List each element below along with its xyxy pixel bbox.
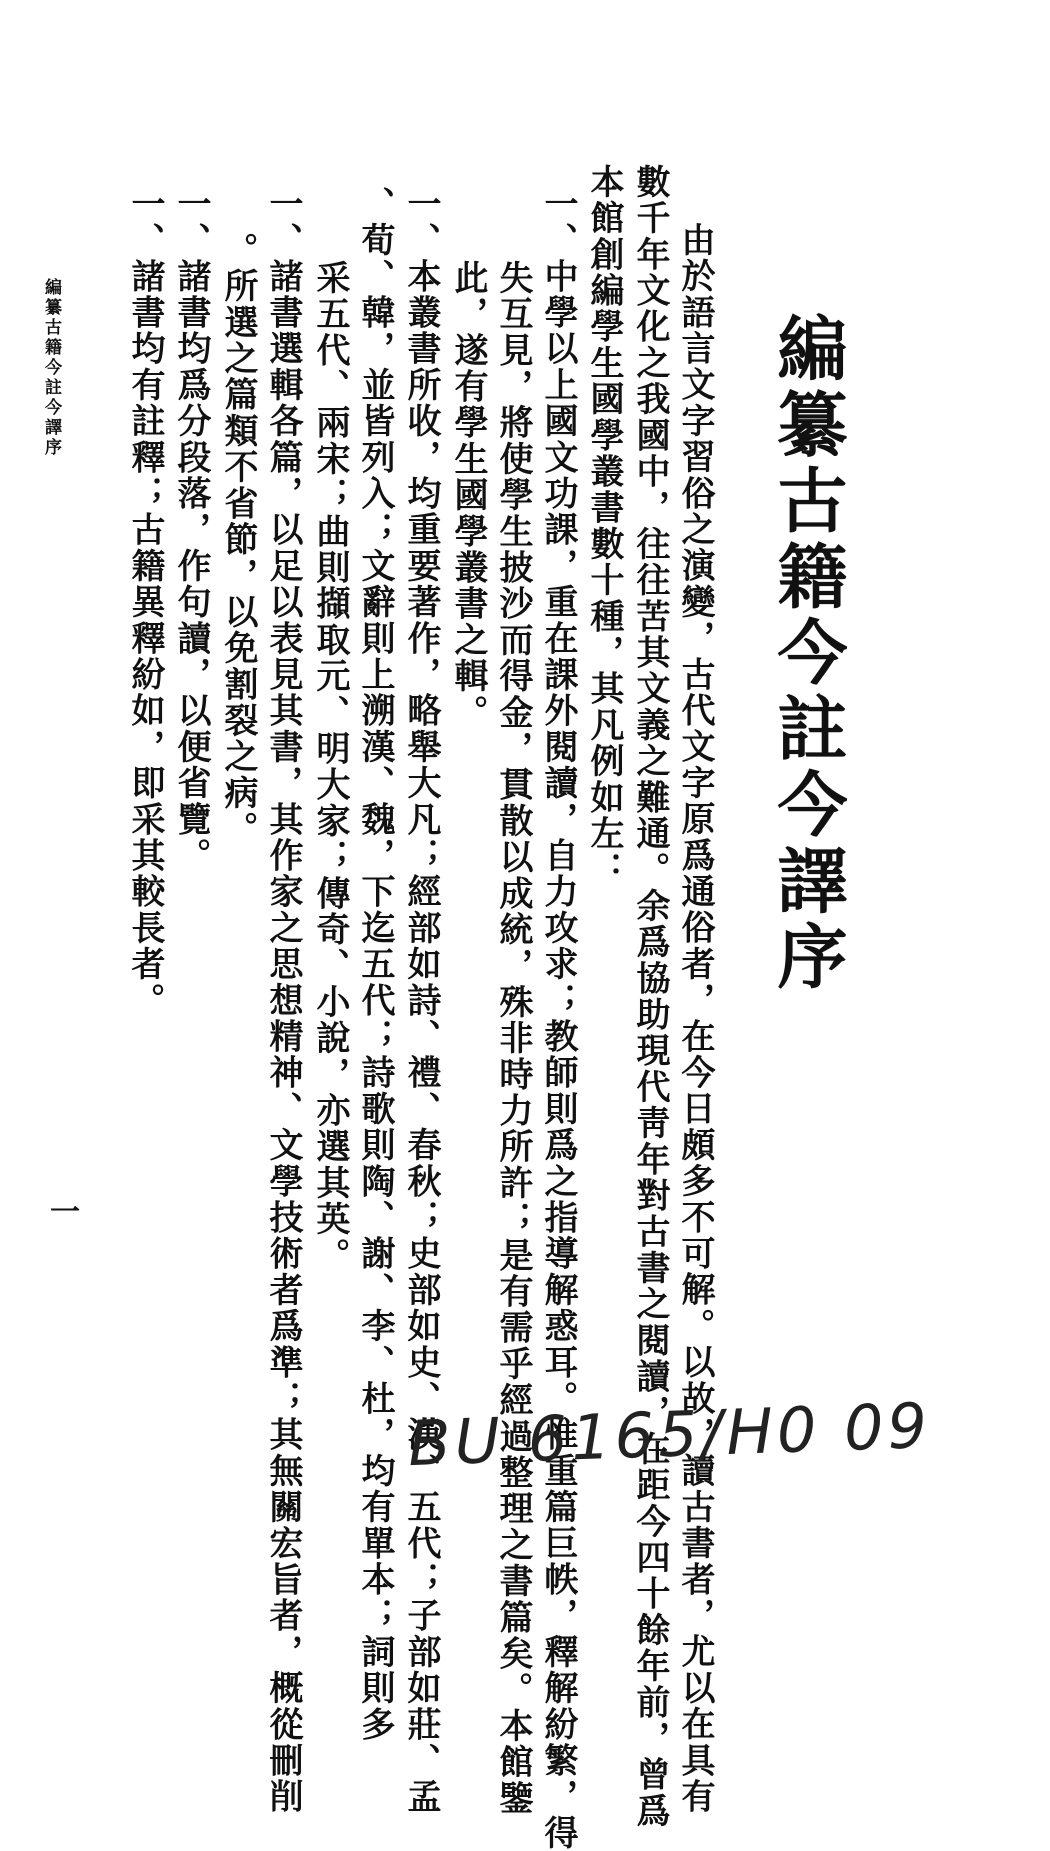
body-line: 由於語言文字習俗之演變，古代文字原爲通俗者，在今日頗多不可解。以故，讀古書者，尤以在具有 — [675, 222, 715, 1815]
body-line: 本館創編學生國學叢書數十種，其凡例如左： — [584, 164, 624, 888]
body-line: 一、諸書選輯各篇，以足以表見其書，其作家之思想精神、文學技術者爲準；其無關宏旨者，概從刪削 — [263, 186, 303, 1815]
body-line: 失互見，將使學生披沙而得金，貫散以成統，殊非時力所許；是有需乎經過整理之書篇矣。本館鑒 — [493, 260, 533, 1817]
body-line: 。所選之篇類不省節，以免割裂之病。 — [218, 232, 258, 848]
body-line: 此，遂有學生國學叢書之輯。 — [448, 260, 488, 731]
page-title: 編纂古籍今註今譯序 — [766, 312, 849, 996]
body-line: 一、諸書均爲分段落，作句讀，以便省覽。 — [171, 186, 211, 874]
body-line: 一、中學以上國文功課，重在課外閱讀，自力攻求；教師則爲之指導解惑耳。惟重篇巨帙，釋解紛繁，得 — [538, 186, 578, 1851]
body-line: 數千年文化之我國中，往往苦其文義之難通。余爲協助現代靑年對古書之閱讀，在距今四十餘年前，曾爲 — [630, 164, 670, 1830]
body-line: 采五代、兩宋；曲則擷取元、明大家；傳奇、小說，亦選其英。 — [310, 260, 350, 1274]
page-number: 一 — [50, 1195, 80, 1230]
body-line: 一、本叢書所收，均重要著作，略舉大凡；經部如詩、禮、春秋；史部如史、漢、五代；子部如莊、孟 — [401, 186, 441, 1815]
body-line: 一、諸書均有註釋；古籍異釋紛如，即采其較長者。 — [125, 186, 165, 1019]
handwritten-call-number: BU 6165/H0 09 — [406, 1388, 933, 1481]
body-line: 、荀、韓，並皆列入；文辭則上溯漢、魏，下迄五代；詩歌則陶、謝、李、杜，均有單本；詞則多 — [355, 186, 395, 1743]
running-head: 編纂古籍今註今譯序 — [41, 278, 61, 458]
